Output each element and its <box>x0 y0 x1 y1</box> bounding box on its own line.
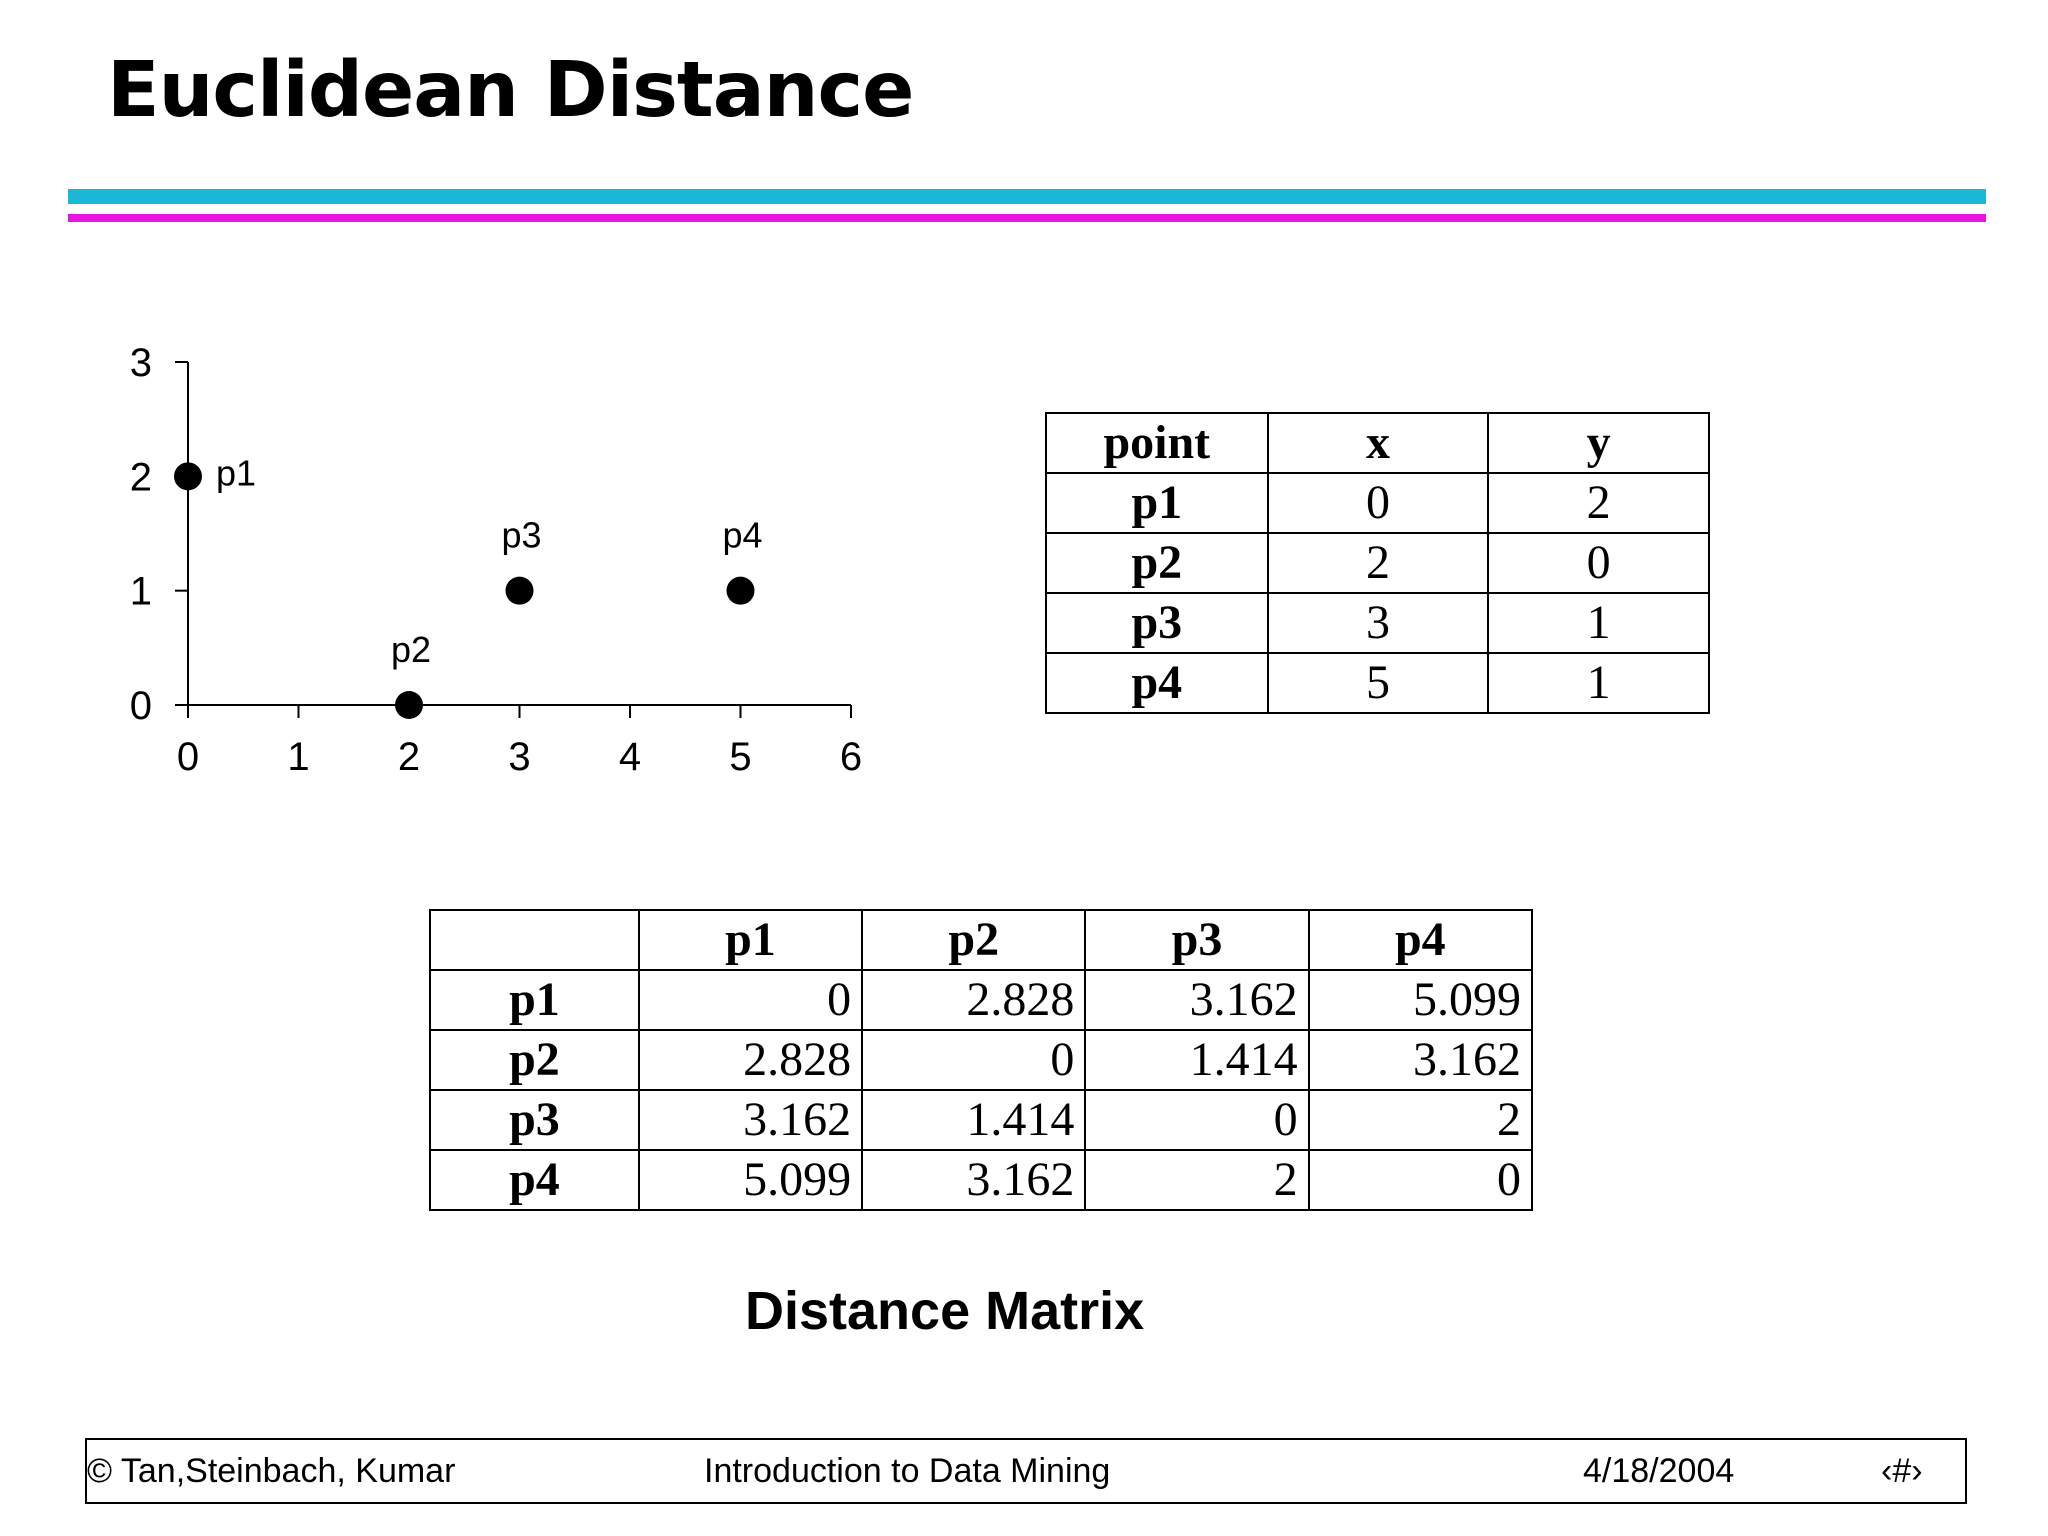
table-cell: 3.162 <box>862 1150 1085 1210</box>
distance-matrix-caption: Distance Matrix <box>745 1281 1145 1341</box>
data-point <box>727 577 755 605</box>
data-point <box>395 691 423 719</box>
data-point <box>506 577 534 605</box>
table-cell: 0 <box>1268 473 1489 533</box>
points-table-header: point <box>1046 413 1268 473</box>
table-cell: p2 <box>1046 533 1268 593</box>
table-cell: 2 <box>1085 1150 1308 1210</box>
table-cell: 1.414 <box>862 1090 1085 1150</box>
y-tick-label: 1 <box>129 569 152 614</box>
matrix-header: p4 <box>1309 910 1532 970</box>
matrix-header: p1 <box>639 910 862 970</box>
points-table-header: x <box>1268 413 1489 473</box>
table-cell: p3 <box>1046 593 1268 653</box>
table-cell: p4 <box>1046 653 1268 713</box>
x-tick-label: 3 <box>508 735 531 779</box>
table-cell: 2.828 <box>639 1030 862 1090</box>
table-row <box>430 1090 1532 1150</box>
table-cell: 1.414 <box>1085 1030 1308 1090</box>
distance-matrix-table <box>429 909 1533 1211</box>
slide-footer <box>85 1438 1967 1504</box>
footer-date: 4/18/2004 <box>1583 1452 1735 1490</box>
points-table <box>1045 412 1710 714</box>
footer-copyright: © Tan,Steinbach, Kumar <box>87 1452 456 1490</box>
footer-course-title: Introduction to Data Mining <box>704 1452 1111 1490</box>
footer-page-number: ‹#› <box>1881 1452 1923 1490</box>
x-tick-label: 4 <box>618 735 642 779</box>
points-table-header: y <box>1488 413 1709 473</box>
matrix-header: p3 <box>1085 910 1308 970</box>
slide-title: Euclidean Distance <box>107 46 914 135</box>
table-cell: 2 <box>1488 473 1709 533</box>
table-cell: 5.099 <box>1309 970 1532 1030</box>
data-point-label: p3 <box>501 514 542 556</box>
y-tick-label: 0 <box>129 684 152 728</box>
x-tick-label: 1 <box>287 735 310 779</box>
table-cell: p2 <box>430 1030 639 1090</box>
table-cell: p1 <box>430 970 639 1030</box>
table-cell: 2 <box>1309 1090 1532 1150</box>
matrix-header-row <box>430 910 1532 970</box>
table-row <box>1046 653 1709 713</box>
table-row <box>1046 593 1709 653</box>
table-cell: 3.162 <box>1309 1030 1532 1090</box>
table-cell: 0 <box>1085 1090 1308 1150</box>
table-cell: 0 <box>639 970 862 1030</box>
table-cell: 3.162 <box>639 1090 862 1150</box>
table-row <box>1046 473 1709 533</box>
data-point-label: p1 <box>216 452 257 494</box>
data-point-label: p4 <box>722 514 763 556</box>
y-tick-label: 2 <box>129 455 152 500</box>
table-cell: p4 <box>430 1150 639 1210</box>
points-table-header-row <box>1046 413 1709 473</box>
x-tick-label: 5 <box>729 735 752 779</box>
table-cell: 3.162 <box>1085 970 1308 1030</box>
table-row <box>1046 533 1709 593</box>
table-cell: 0 <box>1309 1150 1532 1210</box>
x-tick-label: 6 <box>839 735 863 779</box>
table-cell: 1 <box>1488 593 1709 653</box>
matrix-header: p2 <box>862 910 1085 970</box>
table-cell: 2 <box>1268 533 1489 593</box>
table-cell: p1 <box>1046 473 1268 533</box>
table-cell: 1 <box>1488 653 1709 713</box>
table-cell: 3 <box>1268 593 1489 653</box>
x-tick-label: 2 <box>397 735 421 779</box>
table-row <box>430 970 1532 1030</box>
table-cell: 0 <box>862 1030 1085 1090</box>
table-cell: 0 <box>1488 533 1709 593</box>
table-row <box>430 1150 1532 1210</box>
data-point <box>174 462 202 490</box>
matrix-header <box>430 910 639 970</box>
data-point-label: p2 <box>390 629 432 670</box>
table-row <box>430 1030 1532 1090</box>
y-tick-label: 3 <box>129 341 152 385</box>
table-cell: 2.828 <box>862 970 1085 1030</box>
table-cell: 5.099 <box>639 1150 862 1210</box>
table-cell: 5 <box>1268 653 1489 713</box>
x-tick-label: 0 <box>176 735 200 779</box>
table-cell: p3 <box>430 1090 639 1150</box>
